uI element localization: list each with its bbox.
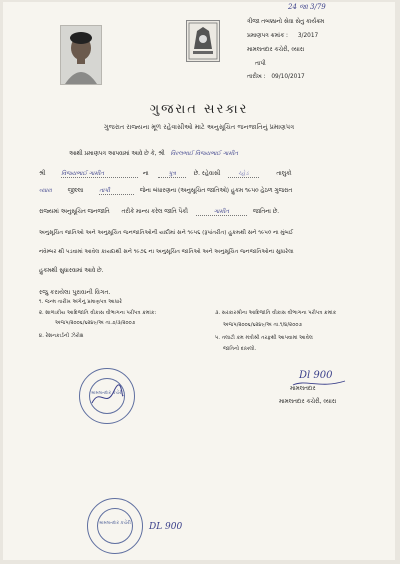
date-row: [247, 74, 305, 81]
certificate-number-row: [247, 33, 318, 40]
certificate-number-label: પ્રમાણપત્ર ક્રમાંક :: [247, 33, 288, 39]
emblem-icon: [187, 21, 219, 61]
signature-title: મામલતદાર: [290, 386, 316, 392]
bottom-seal-text: મામલતદાર કચેરી: [99, 521, 131, 526]
body-line-1: [69, 151, 238, 158]
district-value: તાપી: [99, 188, 134, 195]
evidence-item-3-detail: અજપ/૨૦૦૬/૬૨૪૯/અ તા.૧/૪/૨૦૦૭: [223, 322, 303, 328]
evidence-item-2: ૨. શાળાકીય આદિજાતિ વીકાસ વીભાગના પરીપત્ર ક્રમાંક:: [39, 310, 157, 316]
bottom-seal-inner-ring: [97, 508, 133, 544]
evidence-item-3: ૩. સરકારશ્રીના આદિજાતિ વીકાસ વીભાગના પરીપત્ર ક્રમાંક: [215, 310, 337, 316]
applicant-name: વિરલભાઈ વિજયભાઈ ગામીત: [170, 151, 238, 157]
evidence-item-5-cont: જાતિનો દાખલો.: [223, 346, 257, 352]
district-label: તાપી: [255, 61, 266, 67]
handwritten-reference: 24 જા 3/79: [288, 3, 326, 11]
district-word: જીલ્લા: [67, 188, 84, 194]
page-title: ગુજરાત સરકાર: [149, 102, 249, 117]
official-seal-stamp: [79, 368, 135, 424]
body-line-3: [39, 188, 292, 195]
body-line-4: [39, 209, 279, 216]
seal-text: મામલતદાર કચેરી: [91, 391, 123, 396]
line3-text: જેના બંધારણના (અનુસૂચિત જાતિઓ) હુકમ ૧૯૫૦ હેઠળ ગુજરાત: [139, 188, 293, 194]
certificate-number-value: 3/2017: [297, 33, 319, 39]
applicant-photo-image: [61, 26, 101, 84]
evidence-item-2-detail: અજપ/૨૦૦૬/૬૨૪૯/અ તા.૭/૩/૨૦૦૭: [55, 320, 136, 326]
signature-office: મામલતદાર કચેરી, વ્યારા: [279, 399, 337, 405]
seal-signature-scribble: [90, 383, 124, 409]
date-label: તારીખ :: [247, 74, 266, 80]
signature-mark: Dl 900: [299, 370, 333, 381]
father-name: વિજયભાઈ ગામીત: [61, 171, 138, 178]
taluka-label: તાલુકો: [276, 171, 292, 177]
applicant-photo: [60, 25, 102, 85]
paragraph-2-line-1: અનુસૂચિત જાતિઓ અને અનુસૂચિત જનજાતિઓની યાદીમાં સને ૧૯૫૬ (રૂપાંતરીત) હુકમથી સને ૧૯૫૦ ના મુંબઈ: [39, 230, 294, 236]
village: ચ્હેડ: [228, 171, 258, 178]
date-value: 09/10/2017: [271, 74, 305, 80]
relation: પુત્ર: [158, 171, 185, 178]
body-line-2: [39, 171, 292, 178]
line4-prefix: રાજ્યમાં અનુસૂચિત જનજાતિ: [39, 209, 110, 215]
evidence-item-1: ૧. જન્મ તારીખ અંગેનું પ્રમાણપત્ર આધારે: [39, 299, 122, 305]
evidence-heading: રજુ કરાયેલા પુરાવાની વિગત.: [39, 289, 111, 296]
office-line: ત્રીજા તબક્કાનો સેવા સેતુ કાર્યક્રમ: [247, 19, 325, 25]
taluka-value: વ્યારા: [39, 188, 52, 194]
resident-word: છે. રહેવાસી: [193, 171, 221, 177]
government-emblem: [186, 20, 220, 62]
bottom-seal-stamp: [87, 498, 143, 554]
paragraph-2-line-2: નવેમ્બર થી પડવામાં આવેલ કાયદાથી સને ૧૯૭૬ ના અનુસૂચિત જાતિઓ અને અનુસૂચિત જનજાતિઓના સુધારેલા: [39, 249, 294, 255]
shri-prefix: શ્રી: [39, 171, 46, 177]
caste-value: ગામીત: [196, 209, 247, 216]
office-name: મામલતદાર કચેરી, વ્યારા: [247, 47, 305, 53]
paragraph-2-line-3: હુકમથી સુધારવામાં આવે છે.: [39, 268, 104, 274]
evidence-item-4: ૪. રેશનકાર્ડની ઝેરોક્ષ: [39, 333, 84, 339]
na-word: ના: [142, 171, 149, 177]
line4-suffix: જાતિના છે.: [252, 209, 280, 215]
line4-middle: તરીકે માન્ય કરેલ જાતિ પૈકી: [121, 209, 188, 215]
intro-text: આથી પ્રમાણપત્ર આપવામાં આવે છે કે, શ્રી: [69, 151, 165, 157]
evidence-item-5: ૫. તલાટી કમ મંત્રીશ્રી તરફથી આપવામાં આવેલ: [215, 335, 313, 341]
bottom-signature: DL 900: [149, 522, 183, 532]
certificate-subtitle: ગુજરાત રાજ્યના મૂળ રહેવાસીઓ માટે અનુસૂચિત જનજાતિનું પ્રમાણપત્ર: [103, 123, 295, 131]
certificate-page: [3, 2, 395, 560]
